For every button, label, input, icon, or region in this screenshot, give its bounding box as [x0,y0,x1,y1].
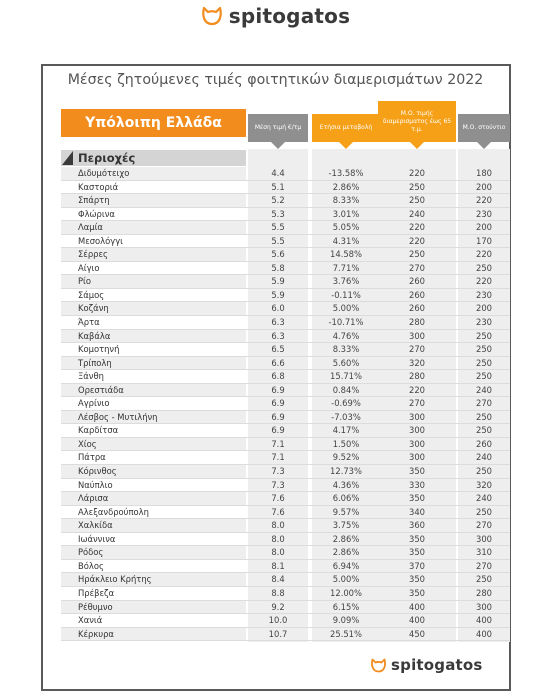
row-apartment-price: 400 [409,615,425,626]
page-title: Μέσες ζητούμενες τιμές φοιτητικών διαμερισμάτων 2022 [67,72,484,88]
table-row [61,302,510,316]
row-price: 10.0 [268,615,288,626]
row-studio-price: 230 [476,317,492,328]
table-row [61,573,510,587]
row-apartment-price: 370 [409,560,425,571]
row-price: 7.1 [271,452,285,463]
header-studio-label: Μ.Ο. στούντιο [462,124,506,131]
row-studio-price: 310 [476,547,492,558]
row-change: 25.51% [330,628,362,639]
row-change: -10.71% [328,317,364,328]
table-row [61,316,510,330]
row-apartment-price: 270 [409,344,425,355]
cat-logo-icon [201,6,223,26]
row-studio-price: 320 [476,479,492,490]
row-apartment-price: 280 [409,317,425,328]
row-change: -13.58% [328,168,364,178]
row-price: 6.6 [271,357,285,368]
table-row [61,546,510,560]
row-change: 4.31% [332,235,360,246]
table-row [61,384,510,398]
table-row [61,465,510,479]
row-area-name: Καρδίτσα [78,425,119,436]
row-area-name: Ρέθυμνο [61,601,246,615]
row-price: 5.5 [271,222,285,233]
row-change: 5.00% [332,303,360,314]
row-change: 2.86% [332,533,360,544]
row-studio-price: 200 [476,222,492,233]
row-price: 6.9 [271,425,285,436]
row-apartment-price: 300 [409,425,425,436]
row-change: 8.33% [332,344,360,355]
table-row [61,221,510,235]
row-price: 8.4 [271,574,285,585]
row-price: 6.3 [271,317,285,328]
row-studio-price: 170 [476,235,492,246]
table-row [61,397,510,411]
table-row [61,438,510,452]
row-apartment-price: 330 [409,479,425,490]
row-apartment-price: 360 [409,520,425,531]
row-apartment-price: 350 [409,533,425,544]
table-row [61,235,510,249]
row-change: 9.52% [332,452,360,463]
row-area-name: Μεσολόγγι [78,235,124,246]
header-studio-arrow [477,142,491,149]
row-area-name: Ρίο [61,275,246,289]
row-price: 7.6 [271,493,285,504]
header-studio [458,114,510,142]
cat-logo-icon [370,658,387,673]
table-row [61,343,510,357]
row-area-name: Χίος [61,438,246,452]
header-apartment-arrow [410,142,424,149]
row-area-name: Ηράκλειο Κρήτης [61,573,246,587]
row-apartment-price: 240 [409,208,425,219]
row-price: 5.1 [271,181,285,192]
table-row [61,519,510,533]
row-apartment-price: 270 [409,398,425,409]
row-studio-price: 250 [476,371,492,382]
row-apartment-price: 300 [409,452,425,463]
table-row [61,560,510,574]
row-area-name: Ξάνθη [78,371,104,382]
row-apartment-price: 350 [409,466,425,477]
table-row [61,370,510,384]
table-row [61,479,510,493]
row-studio-price: 250 [476,262,492,273]
row-apartment-price: 300 [409,438,425,449]
row-studio-price: 240 [476,384,492,395]
table-row [61,181,510,195]
row-apartment-price: 350 [409,574,425,585]
row-price: 10.7 [268,628,288,639]
row-studio-price: 270 [476,398,492,409]
row-area-name: Τρίπολη [61,357,246,371]
row-studio-price: 250 [476,411,492,422]
row-area-name: Λαμία [61,221,246,235]
row-price: 6.0 [271,303,285,314]
row-price: 5.8 [271,262,285,273]
row-apartment-price: 450 [409,628,425,639]
row-area-name: Χαλκίδα [61,519,246,533]
row-change: 4.36% [332,479,360,490]
triangle-icon [62,151,73,165]
row-price: 6.3 [271,330,285,341]
row-studio-price: 250 [476,425,492,436]
row-area-name: Πάτρα [78,452,106,463]
row-price: 5.9 [271,289,285,300]
table-row [61,167,510,181]
header-apartment-label: Μ.Ο. τιμής διαμερισματος έως 65 τ.μ. [382,109,452,133]
row-studio-price: 180 [476,168,492,178]
row-area-name: Σάμος [78,289,105,300]
row-area-name: Αγρίνιο [78,398,110,409]
row-change: 6.06% [332,493,360,504]
table-row [61,628,510,642]
top-logo [0,0,551,32]
row-studio-price: 230 [476,289,492,300]
row-apartment-price: 220 [409,235,425,246]
row-studio-price: 220 [476,249,492,260]
row-price: 6.9 [271,384,285,395]
row-price: 9.2 [271,601,285,612]
row-price: 8.0 [271,520,285,531]
brand-name-bottom: spitogatos [391,656,483,674]
row-studio-price: 240 [476,493,492,504]
table-row [61,411,510,425]
table-row [61,194,510,208]
row-change: 9.09% [332,615,360,626]
row-studio-price: 250 [476,330,492,341]
row-area-name: Ορεστιάδα [61,384,246,398]
row-studio-price: 250 [476,466,492,477]
row-area-name: Λέσβος - Μυτιλήνη [61,411,246,425]
row-change: 5.05% [332,222,360,233]
row-area-name: Διδυμότειχο [61,167,246,181]
row-studio-price: 250 [476,574,492,585]
row-studio-price: 300 [476,601,492,612]
row-apartment-price: 260 [409,303,425,314]
row-area-name: Κόρινθος [61,465,246,479]
row-change: 14.58% [330,249,362,260]
row-change: 4.17% [332,425,360,436]
row-price: 6.8 [271,371,285,382]
row-change: 5.60% [332,357,360,368]
row-change: 2.86% [332,181,360,192]
row-studio-price: 220 [476,195,492,206]
row-apartment-price: 250 [409,181,425,192]
row-area-name: Ναύπλιο [78,479,113,490]
row-studio-price: 200 [476,181,492,192]
row-change: -0.69% [331,398,361,409]
areas-header [61,150,246,166]
row-studio-price: 250 [476,357,492,368]
row-area-name: Ρόδος [61,546,246,560]
row-area-name: Βόλος [78,560,104,571]
row-price: 6.9 [271,398,285,409]
row-price: 8.1 [271,560,285,571]
row-change: 3.75% [332,520,360,531]
row-price: 5.3 [271,208,285,219]
row-area-name: Άρτα [78,317,100,328]
table-row [61,208,510,222]
row-apartment-price: 250 [409,249,425,260]
row-change: -7.03% [331,411,361,422]
row-change: 8.33% [332,195,360,206]
table-row [61,601,510,615]
row-apartment-price: 400 [409,601,425,612]
header-price [248,114,308,142]
table-row [61,289,510,303]
row-change: 6.15% [332,601,360,612]
row-price: 8.0 [271,547,285,558]
row-change: 0.84% [332,384,360,395]
row-apartment-price: 350 [409,547,425,558]
table-body [61,167,510,641]
region-banner: Υπόλοιπη Ελλάδα [61,109,246,137]
row-change: 7.71% [332,262,360,273]
table-row [61,357,510,371]
row-studio-price: 250 [476,506,492,517]
row-area-name: Κομοτηνή [78,344,120,355]
row-studio-price: 220 [476,276,492,287]
row-area-name: Κέρκυρα [61,628,246,642]
row-area-name: Χανιά [78,615,103,626]
row-studio-price: 250 [476,344,492,355]
row-price: 7.3 [271,466,285,477]
table-row [61,587,510,601]
row-area-name: Καβάλα [61,330,246,344]
row-price: 5.9 [271,276,285,287]
row-studio-price: 240 [476,452,492,463]
brand-name: spitogatos [228,4,351,28]
table-row [61,614,510,628]
row-change: 9.57% [332,506,360,517]
row-studio-price: 270 [476,560,492,571]
row-change: 12.73% [330,466,362,477]
row-change: 3.01% [332,208,360,219]
row-price: 6.5 [271,344,285,355]
row-area-name: Αλεξανδρούπολη [78,506,149,517]
row-apartment-price: 340 [409,506,425,517]
row-apartment-price: 260 [409,276,425,287]
row-area-name: Σπάρτη [61,194,246,208]
row-price: 8.0 [271,533,285,544]
header-change-label: Ετήσια μεταβολή [319,124,373,131]
row-area-name: Αίγιο [78,262,100,273]
row-area-name: Πρέβεζα [78,587,115,598]
row-price: 5.5 [271,235,285,246]
row-apartment-price: 220 [409,222,425,233]
row-change: 5.00% [332,574,360,585]
row-price: 5.6 [271,249,285,260]
row-apartment-price: 260 [409,289,425,300]
row-studio-price: 260 [476,438,492,449]
row-studio-price: 300 [476,533,492,544]
header-change [312,114,380,142]
row-apartment-price: 270 [409,262,425,273]
header-change-arrow [339,142,353,149]
row-studio-price: 200 [476,303,492,314]
table-row [61,262,510,276]
row-apartment-price: 350 [409,493,425,504]
row-price: 4.4 [271,168,285,178]
row-apartment-price: 280 [409,371,425,382]
table-row [61,492,510,506]
row-change: 15.71% [330,371,362,382]
row-apartment-price: 220 [409,384,425,395]
row-apartment-price: 350 [409,587,425,598]
row-divider [61,640,510,641]
row-area-name: Ιωάννινα [78,533,116,544]
table-row [61,275,510,289]
table-row [61,248,510,262]
row-change: -0.11% [331,289,361,300]
row-apartment-price: 220 [409,168,425,178]
header-apartment [378,101,456,142]
row-change: 3.76% [332,276,360,287]
row-studio-price: 400 [476,628,492,639]
row-change: 6.94% [332,560,360,571]
table-row [61,533,510,547]
row-change: 1.50% [332,438,360,449]
row-apartment-price: 320 [409,357,425,368]
row-apartment-price: 250 [409,195,425,206]
row-studio-price: 400 [476,615,492,626]
row-price: 6.9 [271,411,285,422]
row-area-name: Καστοριά [78,181,119,192]
header-price-label: Μέση τιμή €/τμ [254,124,302,131]
areas-label: Περιοχές [78,151,136,165]
row-studio-price: 230 [476,208,492,219]
row-price: 7.3 [271,479,285,490]
table-row [61,330,510,344]
bottom-logo [370,656,483,674]
row-price: 8.8 [271,587,285,598]
row-area-name: Φλώρινα [78,208,115,219]
row-studio-price: 270 [476,520,492,531]
row-price: 7.1 [271,438,285,449]
row-area-name: Λάρισα [61,492,246,506]
row-area-name: Σέρρες [61,248,246,262]
table-row [61,506,510,520]
row-studio-price: 280 [476,587,492,598]
row-change: 12.00% [330,587,362,598]
row-price: 7.6 [271,506,285,517]
row-change: 2.86% [332,547,360,558]
table-row [61,451,510,465]
row-area-name: Κοζάνη [61,302,246,316]
row-apartment-price: 300 [409,330,425,341]
row-price: 5.2 [271,195,285,206]
row-apartment-price: 300 [409,411,425,422]
table-row [61,424,510,438]
row-change: 4.76% [332,330,360,341]
header-price-arrow [271,142,285,149]
